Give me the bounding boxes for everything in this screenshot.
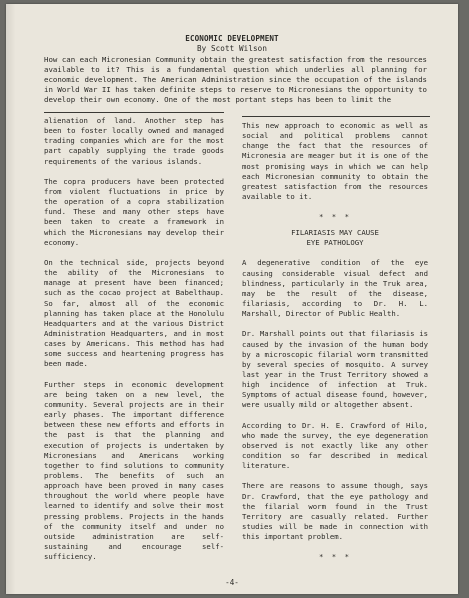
filaria-paragraph: According to Dr. H. E. Crawford of Hilo, who made the survey, the eye degeneration observed is not exactly like any other condition so far described in medical literature. bbox=[242, 420, 428, 471]
right-column-rule bbox=[242, 116, 430, 117]
article-paragraph: The copra producers have been protected from violent fluctuations in price by the operation of a copra stabilization fund. These and many other steps have been taken to create a framework in which the Micronesians may develop their economy. bbox=[44, 176, 224, 247]
article-byline: By Scott Wilson bbox=[196, 44, 268, 53]
filaria-paragraph: Dr. Marshall points out that filariasis is caused by the invasion of the human body by a microscopic filarial worm transmitted by several species of mosquito. A survey last year in the Trust Territory showed a high incidence of infection at Truk. Symptoms of actual disease found, however, were usually mild or altogether absent. bbox=[242, 329, 428, 410]
end-marker: * * * bbox=[319, 552, 351, 562]
right-column bbox=[242, 121, 428, 568]
section-separator: * * * bbox=[319, 212, 351, 222]
filaria-paragraph: A degenerative condition of the eye causing considerable visual defect and blindness, particularly in the Truk area, may be the result of the disease, filariasis, according to Dr. H. L. Marshall, Director of Public Health. bbox=[242, 258, 428, 319]
article-title: ECONOMIC DEVELOPMENT bbox=[185, 34, 279, 43]
article-paragraph: Further steps in economic development are being taken on a new level, the community. Several projects are in their early phases. The important difference between these new efforts and efforts in the past is that the planning and execution of projects is undertaken by Micronesians and Americans working together to find solutions to community problems. The benefits of such an approach have been proved in many cases throughout the world where people have learned to identify and solve their most pressing problems. Projects in the hands of the community itself and under no outside administration are self-sustaining and encourage self-sufficiency. bbox=[44, 379, 224, 562]
article-paragraph: This new approach to economic as well as social and political problems cannot change the fact that the resources of Micronesia are meager but it is one of the most promising ways in which we can help each Micronesian community to obtain the greatest satisfaction from the resources available to it. bbox=[242, 121, 428, 202]
article-paragraph: alienation of land. Another step has been to foster locally owned and managed trading companies which are for the most part capably supplying the trade goods requirements of the various islands. bbox=[44, 116, 224, 166]
left-column bbox=[44, 116, 224, 572]
document-page bbox=[6, 4, 458, 594]
filaria-heading-line: FILARIASIS MAY CAUSE bbox=[291, 228, 379, 238]
filaria-heading-line: EYE PATHOLOGY bbox=[306, 238, 364, 248]
filaria-heading bbox=[242, 228, 428, 248]
article-paragraph: On the technical side, projects beyond the ability of the Micronesians to manage at present have been financed; such as the cocao project at Babelthaup. So far, almost all of the economic planning has taken place at the Honolulu Headquarters and at the various District Administration Headquarters, and in most cases by Americans. This method has had some success and heartening progress has been made. bbox=[44, 257, 224, 369]
article-intro: How can each Micronesian Community obtain the greatest satisfaction from the resources available to it? This is a fundamental question which underlies all planning for economic development. The American Administration since the occupation of the islands in World War II has taken definite steps to reserve to Micronesians the opportunity to develop their own economy. One of the most portant steps has been to limit the bbox=[44, 55, 427, 105]
page-number: -4- bbox=[225, 578, 239, 587]
filaria-paragraph: There are reasons to assume though, says Dr. Crawford, that the eye pathology and the filarial worm found in the Trust Territory are casually related. Further studies will be made in connection with this important problem. bbox=[242, 481, 428, 542]
left-column-rule bbox=[44, 112, 224, 113]
